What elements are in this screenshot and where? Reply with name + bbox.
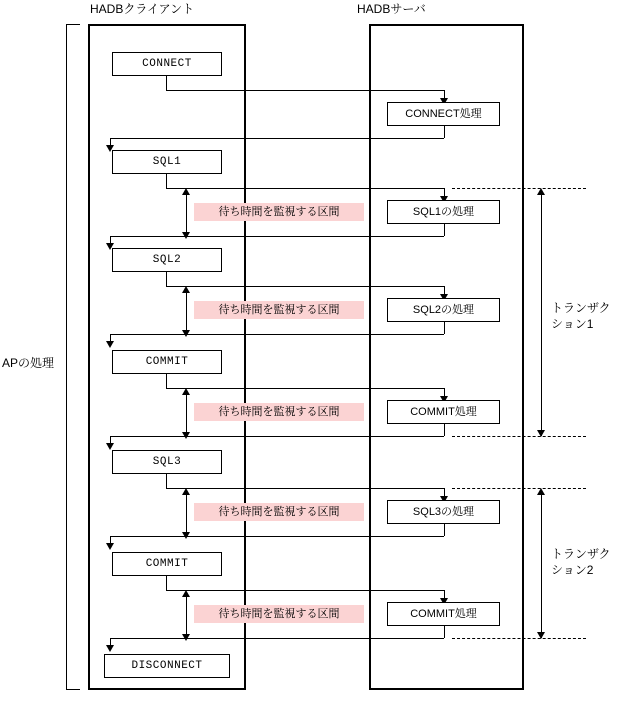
connector-sql2-down (166, 272, 167, 286)
connector-commit2-return-down (444, 626, 445, 638)
connector-sql3-return-down (444, 524, 445, 536)
connector-sql2-right (166, 286, 444, 287)
transaction2-label-line1: トランザク (551, 547, 611, 561)
arrow-down-icon (106, 645, 114, 652)
connector-sql3-right (166, 488, 444, 489)
connector-commit2-return (110, 638, 444, 639)
server-message-commit-2: COMMIT処理 (387, 602, 500, 626)
transaction1-end-guide (452, 436, 586, 437)
transaction2-label-line2: ション2 (551, 563, 594, 577)
arrow-down-icon (537, 632, 545, 639)
client-message-commit-1: COMMIT (112, 350, 222, 374)
connector-commit1-return (110, 436, 444, 437)
connector-commit1-down (166, 374, 167, 388)
arrow-down-icon (106, 543, 114, 550)
wait-interval-3-line (186, 392, 187, 436)
transaction2-end-guide (452, 638, 586, 639)
transaction1-start-guide (452, 188, 586, 189)
server-message-sql1: SQL1の処理 (387, 200, 500, 224)
ap-processing-bracket (66, 24, 80, 690)
wait-interval-label-5: 待ち時間を監視する区間 (194, 605, 364, 623)
transaction1-label-line2: ション1 (551, 317, 594, 331)
client-message-connect: CONNECT (112, 52, 222, 76)
transaction1-label-line1: トランザク (551, 301, 611, 315)
connector-sql2-return-down (444, 322, 445, 334)
connector-sql3-down (166, 474, 167, 488)
client-message-commit-2: COMMIT (112, 552, 222, 576)
arrow-down-icon (106, 341, 114, 348)
connector-sql2-return (110, 334, 444, 335)
wait-interval-2-line (186, 290, 187, 334)
column-header-client: HADBクライアント (90, 2, 195, 16)
wait-interval-4-line (186, 492, 187, 536)
client-message-sql2: SQL2 (112, 248, 222, 272)
connector-connect-down (166, 76, 167, 90)
ap-processing-label: APの処理 (2, 356, 55, 370)
transaction1-span-line (541, 192, 542, 436)
connector-commit1-right (166, 388, 444, 389)
server-message-connect: CONNECT処理 (387, 102, 500, 126)
client-message-sql3: SQL3 (112, 450, 222, 474)
connector-sql1-right (166, 188, 444, 189)
wait-interval-label-2: 待ち時間を監視する区間 (194, 301, 364, 319)
client-message-disconnect: DISCONNECT (104, 654, 230, 678)
arrow-down-icon (106, 443, 114, 450)
server-message-sql3: SQL3の処理 (387, 500, 500, 524)
connector-sql3-return (110, 536, 444, 537)
client-message-sql1: SQL1 (112, 150, 222, 174)
wait-interval-label-1: 待ち時間を監視する区間 (194, 203, 364, 221)
connector-commit1-return-down (444, 424, 445, 436)
connector-commit2-right (166, 590, 444, 591)
connector-commit2-down (166, 576, 167, 590)
wait-interval-1-line (186, 192, 187, 236)
connector-sql1-down (166, 174, 167, 188)
connector-connect-right (166, 90, 444, 91)
connector-sql1-return (110, 236, 444, 237)
server-message-sql2: SQL2の処理 (387, 298, 500, 322)
server-message-commit-1: COMMIT処理 (387, 400, 500, 424)
transaction2-start-guide (452, 488, 586, 489)
wait-interval-label-4: 待ち時間を監視する区間 (194, 503, 364, 521)
connector-connect-return (110, 138, 444, 139)
connector-connect-return-down (444, 126, 445, 138)
transaction2-span-line (541, 492, 542, 638)
connector-sql1-return-down (444, 224, 445, 236)
wait-interval-5-line (186, 594, 187, 638)
arrow-down-icon (537, 430, 545, 437)
column-header-server: HADBサーバ (357, 2, 426, 16)
wait-interval-label-3: 待ち時間を監視する区間 (194, 403, 364, 421)
